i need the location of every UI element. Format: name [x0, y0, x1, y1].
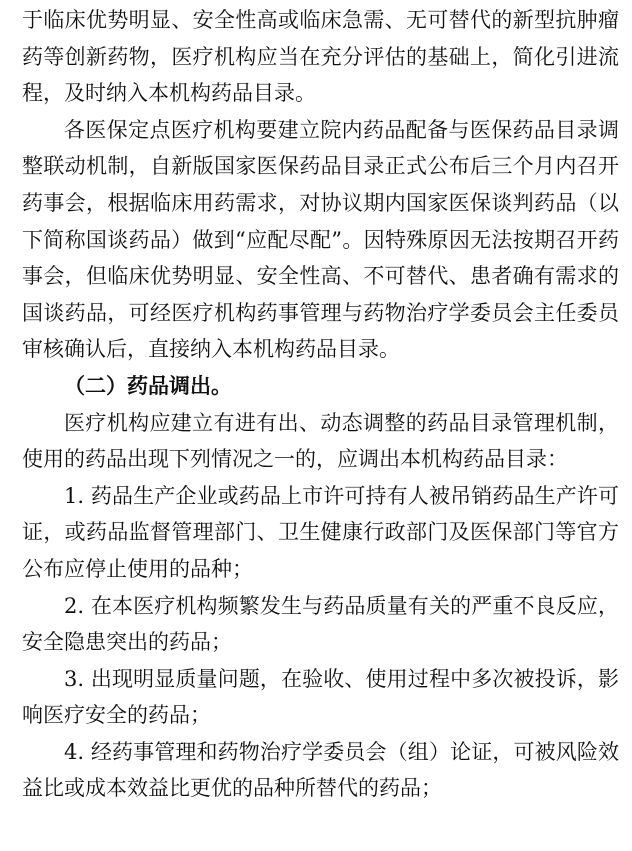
paragraph-intake-innovative-drugs: 于临床优势明显、安全性高或临床急需、无可替代的新型抗肿瘤药等创新药物，医疗机构应当在充分评估的基础上，简化引进流程，及时纳入本机构药品目录。	[22, 8, 619, 106]
list-item-4: 4. 经药事管理和药物治疗学委员会（组）论证，可被风险效益比或成本效益比更优的品种所替代的药品；	[22, 739, 619, 801]
paragraph-linkage-mechanism: 各医保定点医疗机构要建立院内药品配备与医保药品目录调整联动机制，自新版国家医保药品目录正式公布后三个月内召开药事会，根据临床用药需求，对协议期内国家医保谈判药品（以下简称国谈药品）做到“应配尽配”。因特殊原因无法按期召开药事会，但临床优势明显、安全性高、不可替代、患者确有需求的国谈药品，可经医疗机构药事管理与药物治疗学委员会主任委员审核确认后，直接纳入本机构药品目录。	[22, 117, 619, 362]
paragraph-removal-intro: 医疗机构应建立有进有出、动态调整的药品目录管理机制，使用的药品出现下列情况之一的，应调出本机构药品目录：	[22, 410, 619, 472]
list-item-1: 1. 药品生产企业或药品上市许可持有人被吊销药品生产许可证，或药品监督管理部门、卫生健康行政部门及医保部门等官方公布应停止使用的品种；	[22, 483, 619, 581]
section-heading-drug-removal: （二）药品调出。	[64, 372, 232, 398]
list-item-3: 3. 出现明显质量问题，在验收、使用过程中多次被投诉，影响医疗安全的药品；	[22, 666, 619, 728]
list-item-2: 2. 在本医疗机构频繁发生与药品质量有关的严重不良反应，安全隐患突出的药品；	[22, 593, 619, 655]
